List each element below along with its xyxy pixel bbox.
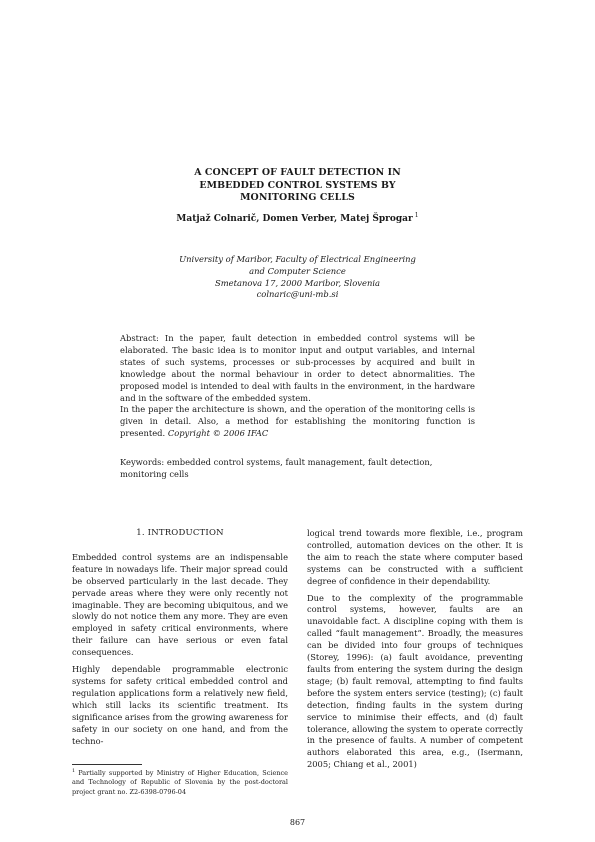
affiliation-line: and Computer Science: [249, 265, 346, 276]
body-paragraph: Highly dependable programmable electronic systems for safety critical embedded control and regulation applications form a relatively new field, which still lacks its scientific treatment. Its significance arises from the growing awareness for safety in our society on one hand, and from the techno-: [72, 664, 288, 746]
paper-title: [0, 167, 595, 205]
author-footnote-mark: 1: [414, 212, 419, 219]
left-column: [72, 528, 288, 752]
footnote: [72, 767, 288, 797]
abstract: [120, 333, 475, 440]
abstract-paragraph: [120, 404, 475, 440]
page-number: 867: [289, 818, 306, 827]
title-line: MONITORING CELLS: [240, 192, 355, 203]
title-line: A CONCEPT OF FAULT DETECTION IN: [194, 167, 401, 178]
affiliation-line: Smetanova 17, 2000 Maribor, Slovenia: [214, 277, 381, 288]
body-paragraph: logical trend towards more flexible, i.e., program controlled, automation devices on the other. It is the aim to reach the state where computer based systems can be constructed with a sufficient degree of confidence in their dependability.: [307, 528, 523, 586]
affiliation: [0, 254, 595, 301]
affiliation-line: University of Maribor, Faculty of Electrical Engineering: [179, 254, 416, 264]
affiliation-email: colnaric@uni-mb.si: [256, 289, 339, 300]
body-paragraph: Due to the complexity of the programmable control systems, however, faults are an unavoidable fact. A discipline coping with them is called “fault management”. Broadly, the measures can be divided into four groups of techniques (Storey, 1996): (a) fault avoidance, preventing faults from entering the system during the design stage; (b) fault removal, attempting to find faults before the system enters service (testing); (c) fault detection, finding faults in the system during service to minimise their effects, and (d) fault tolerance, allowing the system to operate correctly in the presence of faults. A number of competent authors elaborated this area, e.g., (Isermann, 2005; Chiang et al., 2001): [307, 592, 523, 770]
footnote-mark: 1: [72, 768, 76, 774]
abstract-text: In the paper the architecture is shown, and the operation of the monitoring cells is given in detail. Also, a method for establishing the monitoring function is presented.: [120, 404, 475, 439]
body-paragraph: Embedded control systems are an indispensable feature in nowadays life. Their major spread could be observed particularly in the last decade. They pervade areas where they were only recently not imaginable. They are becoming ubiquitous, and we slowly do not notice them any more. They are even employed in safety critical environments, where their failure can have serious or even fatal consequences.: [72, 551, 288, 658]
copyright-notice: Copyright © 2006 IFAC: [167, 428, 269, 439]
author-list: [0, 212, 595, 224]
keywords: Keywords: embedded control systems, fault management, fault detection, monitoring cells: [120, 457, 433, 479]
abstract-paragraph: Abstract: In the paper, fault detection in embedded control systems will be elaborated. The basic idea is to monitor input and output variables, and internal states of such systems, processes or sub-processes by acquired and built in knowledge about the normal behaviour in order to detect abnormalities. The proposed model is intended to deal with faults in the environment, in the hardware and in the software of the embedded system.: [120, 333, 475, 403]
footnote-text: Partially supported by Ministry of Higher Education, Science and Technology of Republic of Slovenia by the post-doctoral project grant no. Z2-6398-0796-04: [72, 769, 288, 796]
title-line: EMBEDDED CONTROL SYSTEMS BY: [199, 179, 396, 191]
right-column: [307, 528, 523, 776]
section-heading: 1. INTRODUCTION: [136, 528, 224, 538]
author-names: Matjaž Colnarič, Domen Verber, Matej Šprogar: [176, 214, 413, 224]
footnote-divider: [72, 764, 142, 765]
